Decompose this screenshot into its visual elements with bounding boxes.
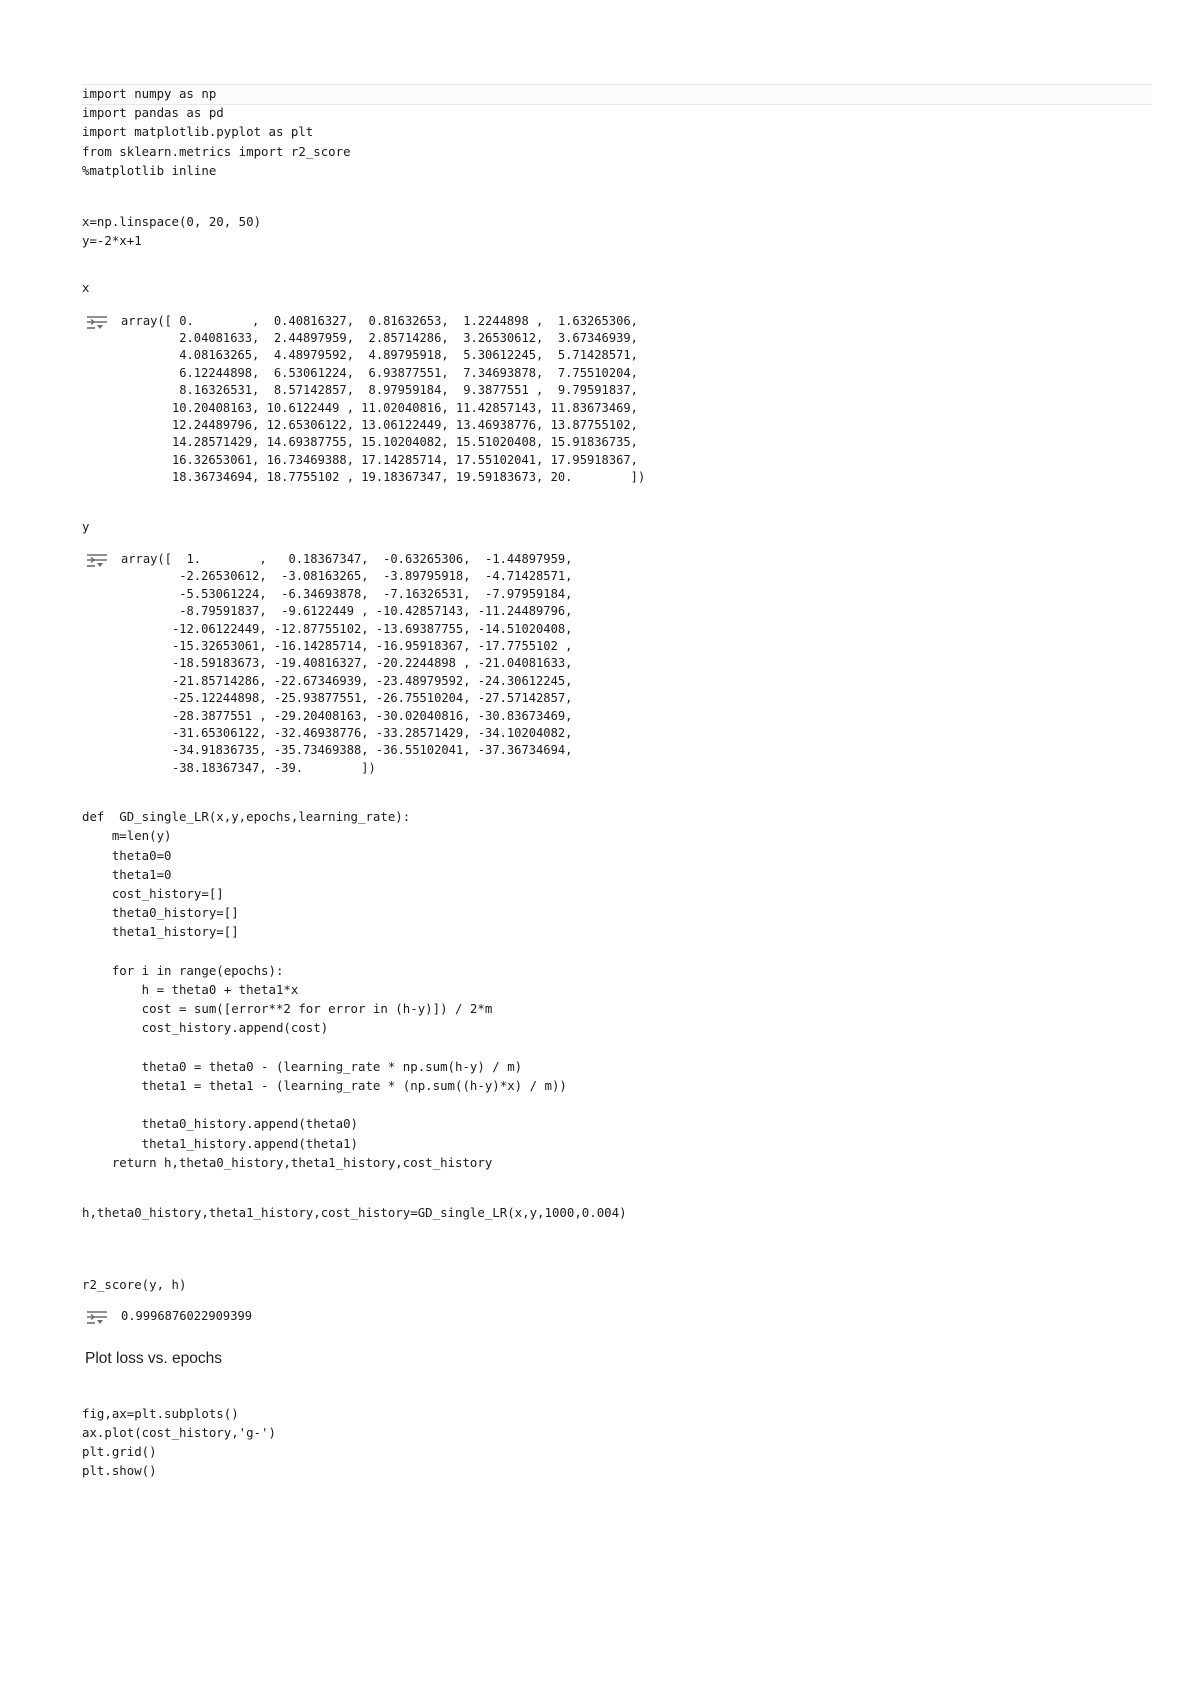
code-cell-data-gen[interactable] (82, 212, 1152, 250)
code-plot[interactable]: fig,ax=plt.subplots() ax.plot(cost_history,'g-') plt.grid() plt.show() (82, 1405, 276, 1479)
output-show-y (82, 551, 1152, 777)
code-cell-imports[interactable] (82, 84, 1152, 180)
code-show-y[interactable]: y (82, 518, 90, 534)
output-toggle-icon[interactable] (86, 1310, 108, 1326)
notebook (82, 84, 1152, 1481)
code-run-gd[interactable]: h,theta0_history,theta1_history,cost_history=GD_single_LR(x,y,1000,0.004) (82, 1205, 627, 1221)
code-cell-show-y[interactable] (82, 517, 1152, 536)
markdown-cell-plot[interactable] (82, 1350, 1152, 1368)
code-cell-def-gd[interactable] (82, 807, 1152, 1172)
output-toggle-icon[interactable] (86, 315, 108, 331)
output-text-y: array([ 1. , 0.18367347, -0.63265306, -1.44897959, -2.26530612, -3.08163265, -3.89795918, -4.71428571, -5.53061224, -6.34693878, -7.16326531, -7.97959184, -8.79591837, -9.6122449 , -10.42857143, -11.24489796, -12.06122449, -12.87755102, -13.69387755, -14.51020408, -15.32653061, -16.14285714, -16.95918367, -17.7755102 , -18.59183673, -19.40816327, -20.2244898 , -21.04081633, -21.85714286, -22.67346939, -23.48979592, -24.30612245, -25.12244898, -25.93877551, -26.75510204, -27.57142857, -28.3877551 , -29.20408163, -30.02040816, -30.83673469, -31.65306122, -32.46938776, -33.28571429, -34.10204082, -34.91836735, -35.73469388, -36.55102041, -37.36734694, -38.18367347, -39. ]) (121, 551, 573, 775)
output-show-x (82, 313, 1152, 487)
markdown-heading-plot: Plot loss vs. epochs (85, 1349, 222, 1367)
output-r2 (82, 1308, 1152, 1325)
output-text-r2: 0.9996876022909399 (121, 1309, 253, 1324)
code-cell-show-x[interactable] (82, 278, 1152, 297)
code-imports[interactable]: import numpy as np import pandas as pd import matplotlib.pyplot as plt from sklearn.metrics import r2_score %matplotlib inline (82, 86, 351, 178)
code-data-gen[interactable]: x=np.linspace(0, 20, 50) y=-2*x+1 (82, 214, 262, 249)
code-def-gd[interactable]: def GD_single_LR(x,y,epochs,learning_rate): m=len(y) theta0=0 theta1=0 cost_history=[] theta0_history=[] theta1_history=[] for i in range(epochs): h = theta0 + theta1*x cost = sum([error**2 for error in (h-y)]) / 2*m cost_history.append(cost) theta0 = theta0 - (learning_rate * np.sum(h-y) / m) theta1 = theta1 - (learning_rate * (np.sum((h-y)*x) / m)) theta0_history.append(theta0) theta1_history.append(theta1) return h,theta0_history,theta1_history,cost_history (82, 809, 567, 1170)
code-cell-run-gd[interactable] (82, 1203, 1152, 1222)
code-show-x[interactable]: x (82, 280, 90, 296)
code-r2[interactable]: r2_score(y, h) (82, 1277, 187, 1293)
code-cell-r2[interactable] (82, 1275, 1152, 1294)
output-text-x: array([ 0. , 0.40816327, 0.81632653, 1.2244898 , 1.63265306, 2.04081633, 2.44897959, 2.85714286, 3.26530612, 3.67346939, 4.08163265, 4.48979592, 4.89795918, 5.30612245, 5.71428571, 6.12244898, 6.53061224, 6.93877551, 7.34693878, 7.75510204, 8.16326531, 8.57142857, 8.97959184, 9.3877551 , 9.79591837, 10.20408163, 10.6122449 , 11.02040816, 11.42857143, 11.83673469, 12.24489796, 12.65306122, 13.06122449, 13.46938776, 13.87755102, 14.28571429, 14.69387755, 15.10204082, 15.51020408, 15.91836735, 16.32653061, 16.73469388, 17.14285714, 17.55102041, 17.95918367, 18.36734694, 18.7755102 , 19.18367347, 19.59183673, 20. ]) (121, 313, 646, 485)
output-toggle-icon[interactable] (86, 553, 108, 569)
code-cell-plot[interactable] (82, 1404, 1152, 1481)
